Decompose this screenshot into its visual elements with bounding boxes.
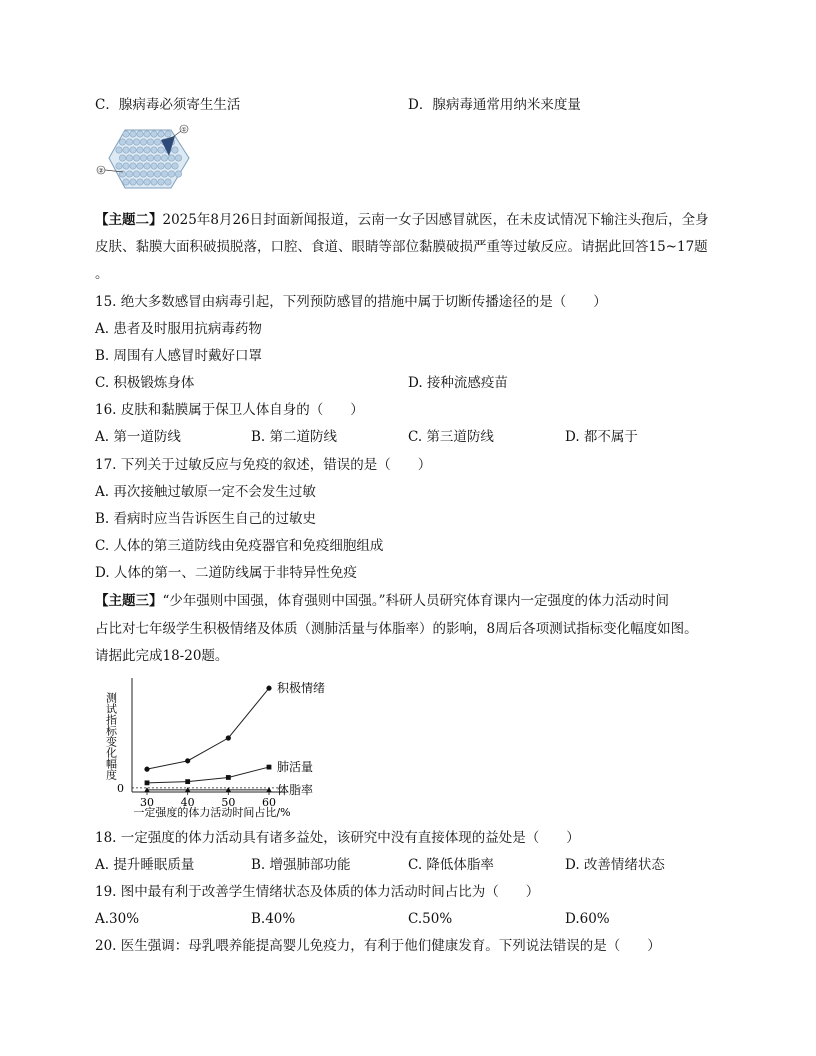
x-tick-label: 30 (140, 796, 154, 809)
q17-option-c: C. 人体的第三道防线由免疫器官和免疫细胞组成 (95, 538, 384, 554)
data-point (144, 767, 149, 772)
activity-chart (95, 670, 345, 830)
q16-option-a: A. 第一道防线 (95, 429, 181, 445)
theme3-line2: 占比对七年级学生积极情绪及体质（测肺活量与体脂率）的影响，8周后各项测试指标变化幅度如图。 (95, 621, 698, 637)
capsid-bead (144, 147, 150, 153)
capsid-bead (161, 155, 167, 161)
capsid-bead (123, 131, 129, 137)
y-axis-label: 测试指标变化幅度 (104, 692, 118, 780)
capsid-bead (126, 139, 132, 145)
capsid-bead (119, 155, 125, 161)
capsid-bead (137, 147, 143, 153)
capsid-bead (165, 163, 171, 169)
capsid-bead (144, 163, 150, 169)
capsid-bead (172, 163, 178, 169)
capsid-bead (126, 171, 132, 177)
question-15: 15. 绝大多数感冒由病毒引起，下列预防感冒的措施中属于切断传播途径的是（ ） (95, 294, 607, 310)
q15-option-b: B. 周围有人感冒时戴好口罩 (95, 348, 263, 364)
capsid-bead (130, 147, 136, 153)
series-label: 积极情绪 (277, 681, 326, 696)
q18-option-c: C. 降低体脂率 (408, 857, 494, 873)
q16-option-c: C. 第三道防线 (408, 429, 494, 445)
data-point (185, 758, 190, 763)
capsid-bead (133, 139, 139, 145)
series-line (147, 688, 269, 769)
option-d: D．腺病毒通常用纳米来度量 (408, 97, 581, 113)
series-line (147, 767, 269, 783)
question-16: 16. 皮肤和黏膜属于保卫人体自身的（ ） (95, 402, 364, 418)
capsid-bead (140, 155, 146, 161)
q15-option-a: A. 患者及时服用抗病毒药物 (95, 321, 262, 337)
series-label: 肺活量 (277, 760, 314, 775)
x-axis-label: 一定强度的体力活动时间占比/% (133, 806, 291, 819)
capsid-bead (133, 155, 139, 161)
question-17: 17. 下列关于过敏反应与免疫的叙述，错误的是（ ） (95, 457, 432, 473)
q16-option-b: B. 第二道防线 (251, 429, 338, 445)
capsid-bead (133, 171, 139, 177)
capsid-bead (158, 179, 164, 185)
data-point (267, 765, 272, 770)
capsid-bead (144, 179, 150, 185)
capsid-bead (154, 155, 160, 161)
capsid-bead (172, 147, 178, 153)
q17-option-d: D. 人体的第一、二道防线属于非特异性免疫 (95, 565, 357, 581)
theme2-line1: 【主题二】2025年8月26日封面新闻报道，云南一女子因感冒就医，在未皮试情况下输注头孢后，全身 (95, 212, 709, 228)
y-zero-label: 0 (117, 781, 124, 795)
capsid-bead (140, 139, 146, 145)
q16-option-d: D. 都不属于 (565, 429, 638, 445)
x-tick-label: 40 (180, 796, 195, 809)
capsid-bead (158, 163, 164, 169)
capsid-bead (175, 155, 181, 161)
data-point (185, 779, 190, 784)
capsid-bead (137, 131, 143, 137)
capsid-bead (151, 163, 157, 169)
data-point (226, 735, 231, 740)
capsid-bead (147, 171, 153, 177)
question-19: 19. 图中最有利于改善学生情绪状态及体质的体力活动时间占比为（ ） (95, 884, 540, 900)
option-c: C．腺病毒必须寄生生活 (95, 97, 241, 113)
capsid-bead (147, 155, 153, 161)
adenovirus-figure (95, 122, 195, 194)
theme2-line3: 。 (95, 266, 109, 282)
capsid-bead (165, 131, 171, 137)
capsid-bead (119, 139, 125, 145)
q18-option-b: B. 增强肺部功能 (251, 857, 351, 873)
capsid-bead (137, 179, 143, 185)
capsid-bead (151, 147, 157, 153)
capsid-bead (130, 131, 136, 137)
data-point (226, 775, 231, 780)
theme3-line1: 【主题三】“少年强则中国强，体育强则中国强。”科研人员研究体育课内一定强度的体力活动时间 (95, 593, 670, 609)
capsid-bead (168, 171, 174, 177)
q18-option-a: A. 提升睡眠质量 (95, 857, 195, 873)
capsid-bead (137, 163, 143, 169)
capsid-bead (158, 131, 164, 137)
capsid-bead (154, 171, 160, 177)
capsid-bead (168, 155, 174, 161)
capsid-bead (158, 147, 164, 153)
capsid-bead (144, 131, 150, 137)
data-point (266, 686, 271, 691)
q15-option-c: C. 积极锻炼身体 (95, 375, 195, 391)
capsid-bead (161, 171, 167, 177)
capsid-bead (116, 147, 122, 153)
q19-option-d: D.60% (565, 911, 610, 927)
q18-option-d: D. 改善情绪状态 (565, 857, 665, 873)
capsid-bead (130, 163, 136, 169)
q19-option-c: C.50% (408, 911, 453, 927)
virus-label-1: ① (181, 126, 187, 134)
virus-label-2: ② (98, 167, 104, 175)
capsid-bead (151, 131, 157, 137)
q17-option-a: A. 再次接触过敏原一定不会发生过敏 (95, 484, 316, 500)
capsid-bead (116, 163, 122, 169)
capsid-bead (147, 139, 153, 145)
capsid-bead (175, 171, 181, 177)
x-tick-label: 50 (221, 796, 236, 809)
capsid-bead (140, 171, 146, 177)
q19-option-a: A.30% (95, 911, 140, 927)
q15-option-d: D. 接种流感疫苗 (408, 375, 508, 391)
question-18: 18. 一定强度的体力活动具有诸多益处，该研究中没有直接体现的益处是（ ） (95, 830, 580, 846)
capsid-bead (123, 147, 129, 153)
capsid-bead (165, 179, 171, 185)
capsid-bead (126, 155, 132, 161)
data-point (145, 780, 150, 785)
x-tick-label: 60 (262, 796, 276, 809)
theme2-line2: 皮肤、黏膜大面积破损脱落，口腔、食道、眼睛等部位黏膜破损严重等过敏反应。请据此回答15~17题 (95, 239, 708, 255)
question-20: 20. 医生强调：母乳喂养能提高婴儿免疫力，有利于他们健康发育。下列说法错误的是（ ） (95, 938, 661, 954)
capsid-bead (123, 179, 129, 185)
capsid-bead (151, 179, 157, 185)
q17-option-b: B. 看病时应当告诉医生自己的过敏史 (95, 511, 317, 527)
capsid-bead (154, 139, 160, 145)
capsid-bead (123, 163, 129, 169)
series-label: 体脂率 (277, 782, 314, 797)
capsid-bead (130, 179, 136, 185)
q19-option-b: B.40% (251, 911, 296, 927)
theme3-line3: 请据此完成18-20题。 (95, 648, 229, 664)
